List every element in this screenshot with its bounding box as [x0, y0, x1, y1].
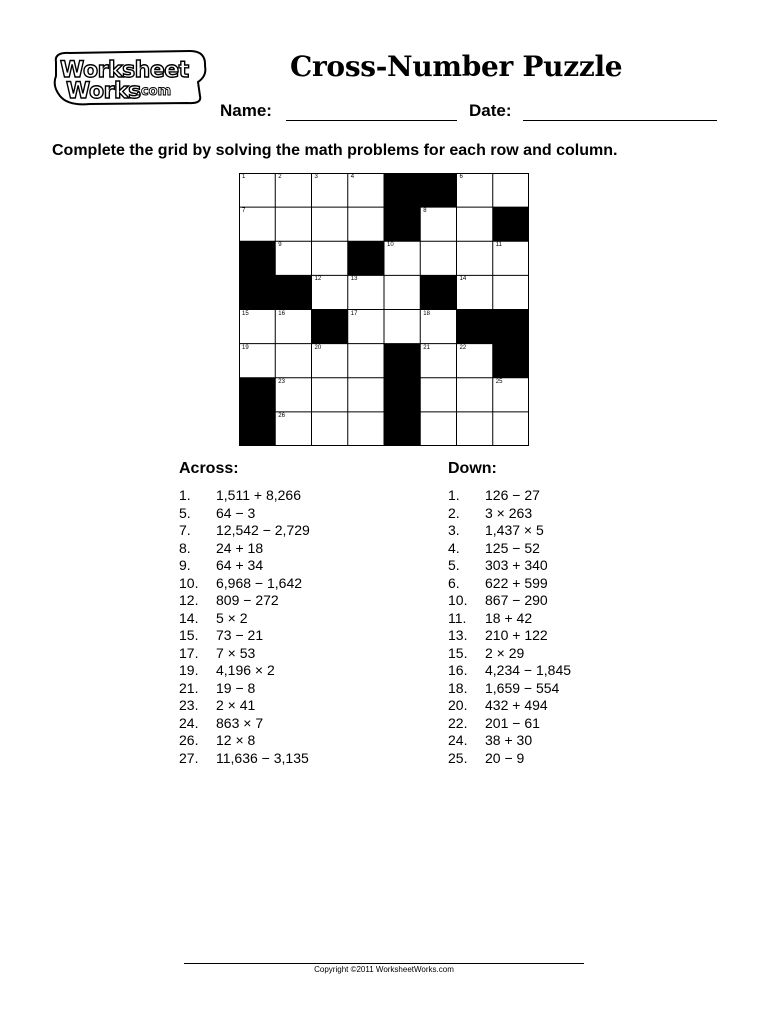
- logo-line2: Works: [66, 79, 141, 104]
- down-clue: [448, 662, 571, 680]
- clue-text: 12,542 − 2,729: [216, 522, 310, 538]
- down-clue: [448, 750, 571, 768]
- clue-text: 1,659 − 554: [485, 679, 560, 696]
- clue-number: 13.: [448, 627, 468, 643]
- across-clue: [179, 592, 310, 610]
- cell-number: 15: [242, 310, 249, 317]
- name-label: Name:: [220, 101, 272, 120]
- cell-number: 6: [459, 174, 463, 180]
- cell-number: 21: [423, 344, 430, 351]
- clue-text: 38 + 30: [485, 732, 533, 748]
- clue-text: 6,968 − 1,642: [216, 574, 303, 591]
- clue-number: 3.: [448, 522, 460, 538]
- clue-number: 15.: [448, 644, 468, 661]
- across-clue: [179, 557, 310, 575]
- clue-text: 11,636 − 3,135: [216, 749, 309, 766]
- down-clue: [448, 697, 571, 715]
- down-clue: [448, 522, 571, 540]
- down-heading: Down:: [448, 460, 497, 477]
- logo-line1: Worksheet: [60, 58, 189, 83]
- clue-number: 1.: [448, 487, 460, 503]
- cell-number: 25: [495, 378, 503, 385]
- clue-number: 15.: [179, 627, 199, 643]
- clue-text: 867 − 290: [485, 592, 548, 608]
- cell-number: 12: [314, 276, 322, 283]
- cell-number: 11: [495, 242, 502, 249]
- across-clue: [179, 662, 310, 680]
- down-clue: [448, 715, 571, 733]
- down-clue: [448, 540, 571, 558]
- clue-number: 17.: [179, 644, 199, 661]
- clue-text: 7 × 53: [216, 644, 256, 661]
- cell-number: 19: [242, 344, 249, 351]
- across-clue: [179, 575, 310, 593]
- cell-number: 1: [242, 174, 246, 180]
- across-clue: [179, 487, 310, 505]
- clue-text: 3 × 263: [485, 504, 533, 521]
- clue-text: 12 × 8: [216, 732, 256, 748]
- date-field-line[interactable]: [523, 120, 717, 121]
- cell-number: 3: [314, 174, 318, 180]
- clue-number: 10.: [179, 574, 199, 591]
- clue-number: 8.: [179, 539, 191, 556]
- clue-text: 1,437 × 5: [485, 522, 544, 538]
- page-title: Cross-Number Puzzle: [290, 50, 623, 83]
- cell-number: 14: [459, 276, 467, 283]
- clue-text: 19 − 8: [216, 679, 256, 696]
- down-clue: [448, 505, 571, 523]
- footer-divider: [184, 963, 584, 964]
- down-clue: [448, 575, 571, 593]
- cell-number: 5: [423, 174, 427, 180]
- clue-number: 2.: [448, 504, 460, 521]
- clue-text: 64 + 34: [216, 557, 264, 573]
- clue-text: 20 − 9: [485, 749, 525, 766]
- down-clue: [448, 732, 571, 750]
- across-clue: [179, 505, 310, 523]
- clue-number: 11.: [448, 609, 467, 626]
- across-clue: [179, 522, 310, 540]
- down-clues-list: [448, 487, 571, 767]
- cell-number: 23: [278, 378, 285, 385]
- instructions: Complete the grid by solving the math problems for each row and column.: [52, 142, 618, 159]
- cell-number: 10: [387, 242, 394, 249]
- clue-number: 10.: [448, 592, 468, 608]
- cell-number: 24: [387, 378, 394, 385]
- clue-text: 2 × 41: [216, 697, 256, 713]
- across-clue: [179, 697, 310, 715]
- cell-number: 22: [459, 344, 467, 351]
- across-clue: [179, 750, 310, 768]
- clue-text: 201 − 61: [485, 714, 540, 731]
- cell-number: 2: [278, 174, 282, 180]
- down-clue: [448, 680, 571, 698]
- across-heading: Across:: [179, 460, 239, 477]
- down-clue: [448, 610, 571, 628]
- clue-number: 14.: [179, 609, 199, 626]
- clue-number: 7.: [179, 522, 191, 538]
- clue-number: 24.: [179, 714, 199, 731]
- crossword-grid: [239, 173, 529, 446]
- name-field-line[interactable]: [286, 120, 457, 121]
- worksheetworks-logo: [50, 48, 208, 106]
- clue-text: 622 + 599: [485, 574, 548, 591]
- clue-text: 5 × 2: [216, 609, 248, 626]
- clue-text: 64 − 3: [216, 504, 256, 521]
- clue-text: 863 × 7: [216, 714, 264, 731]
- clue-number: 4.: [448, 539, 460, 556]
- clue-text: 1,511 + 8,266: [216, 487, 301, 503]
- cell-number: 13: [350, 276, 358, 283]
- cell-number: 27: [387, 412, 394, 419]
- clue-text: 303 + 340: [485, 557, 548, 573]
- clue-text: 210 + 122: [485, 627, 548, 643]
- cell-number: 8: [423, 208, 427, 215]
- clue-number: 22.: [448, 714, 468, 731]
- clue-text: 432 + 494: [485, 697, 548, 713]
- across-clue: [179, 732, 310, 750]
- cell-number: 16: [278, 310, 285, 317]
- across-clue: [179, 680, 310, 698]
- down-clue: [448, 645, 571, 663]
- clue-number: 20.: [448, 697, 468, 713]
- clue-number: 18.: [448, 679, 468, 696]
- clue-number: 26.: [179, 732, 199, 748]
- cell-number: 18: [423, 310, 430, 317]
- clue-number: 23.: [179, 697, 199, 713]
- down-clue: [448, 487, 571, 505]
- across-clue: [179, 715, 310, 733]
- clue-number: 21.: [179, 679, 199, 696]
- clue-text: 809 − 272: [216, 592, 279, 608]
- logo-suffix: .com: [136, 84, 172, 99]
- clue-number: 5.: [179, 504, 191, 521]
- clue-text: 4,196 × 2: [216, 662, 275, 678]
- clue-text: 4,234 − 1,845: [485, 662, 572, 678]
- clue-number: 25.: [448, 749, 468, 766]
- clue-text: 125 − 52: [485, 539, 540, 556]
- clue-text: 24 + 18: [216, 539, 264, 556]
- across-clues-list: [179, 487, 310, 767]
- across-clue: [179, 627, 310, 645]
- down-clue: [448, 557, 571, 575]
- clue-text: 18 + 42: [485, 609, 533, 626]
- cell-number: 4: [350, 174, 355, 180]
- across-clue: [179, 610, 310, 628]
- cell-number: 26: [278, 412, 285, 419]
- clue-number: 24.: [448, 732, 468, 748]
- down-clue: [448, 627, 571, 645]
- clue-number: 9.: [179, 557, 191, 573]
- clue-number: 16.: [448, 662, 468, 678]
- date-label: Date:: [469, 101, 512, 120]
- clue-number: 19.: [179, 662, 199, 678]
- cell-number: 9: [278, 242, 282, 249]
- copyright-text: Copyright ©2011 WorksheetWorks.com: [314, 965, 454, 974]
- cell-number: 7: [242, 208, 246, 215]
- across-clue: [179, 645, 310, 663]
- clue-number: 27.: [179, 749, 199, 766]
- clue-number: 1.: [179, 487, 191, 503]
- cell-number: 17: [350, 310, 358, 317]
- clue-text: 73 − 21: [216, 627, 264, 643]
- clue-number: 6.: [448, 574, 460, 591]
- cell-number: 20: [314, 344, 322, 351]
- grid-lines: [239, 173, 529, 446]
- clue-text: 126 − 27: [485, 487, 540, 503]
- across-clue: [179, 540, 310, 558]
- clue-text: 2 × 29: [485, 644, 525, 661]
- clue-number: 12.: [179, 592, 199, 608]
- clue-number: 5.: [448, 557, 460, 573]
- down-clue: [448, 592, 571, 610]
